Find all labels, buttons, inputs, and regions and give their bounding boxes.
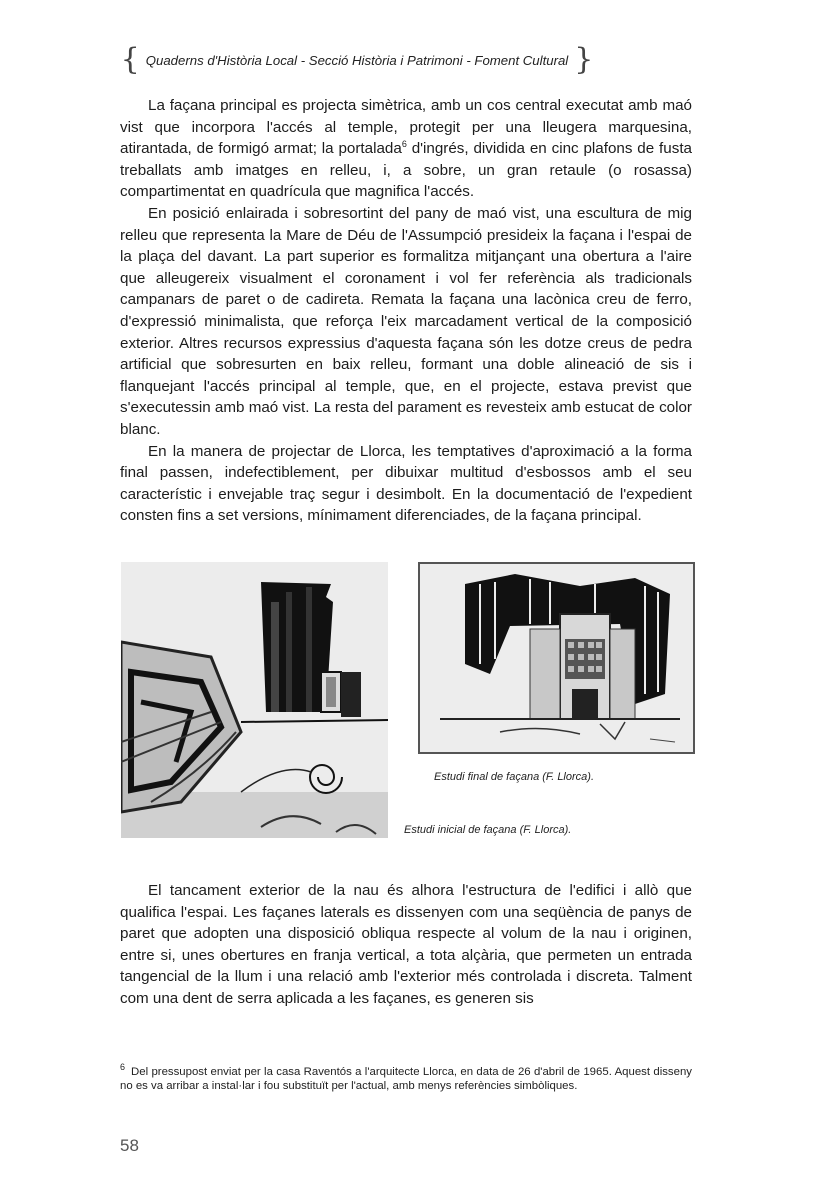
footnote-text: Del pressupost enviat per la casa Raventós a l'arquitecte Llorca, en data de 26 d'abril de 1965. Aquest disseny no es va arribar a instal·lar i fou substituït per l'actual, amb menys referències simbòliques. xyxy=(120,1065,692,1093)
footnote-ref[interactable]: 6 xyxy=(401,139,407,150)
footnote-mark: 6 xyxy=(120,1062,126,1072)
right-brace: } xyxy=(574,42,594,77)
paragraph-4: El tancament exterior de la nau és alhora l'estructura de l'edifici i allò que qualifica l'espai. Les façanes laterals es dissenyen com una seqüència de panys de paret que adopten una disposició obliqua respecte al volum de la nau i originen, entre si, unes obertures en franja vertical, a tota alçària, que permeten un entrada tangencial de la llum i una relació amb l'exterior més controlada i discreta. Talment com una dent de serra aplicada a les façanes, es generen sis xyxy=(120,882,692,1007)
page-number: 58 xyxy=(120,1136,139,1155)
header-title: Quaderns d'Història Local - Secció Història i Patrimoni - Foment Cultural xyxy=(145,52,569,68)
paragraph-1: La façana principal es projecta simètrica, amb un cos central executat amb maó vist que incorpora l'accés al temple, protegit per una lleugera marquesina, atirantada, de formigó armat; la portalada$^6$ d'ingrés, dividida en cinc plafons de fusta treballats amb imatges en relleu, i, a sobre, un gran retaule (o rosassa) compartimentat en quadrícula que magnifica l'accés. xyxy=(120,97,692,201)
figure-final-facade-drawing xyxy=(418,562,695,754)
drawing-final-facade xyxy=(420,564,693,752)
sketch-initial-facade xyxy=(121,562,388,838)
caption-final-facade: Estudi final de façana (F. Llorca). xyxy=(434,771,594,783)
footnote xyxy=(120,1060,692,1094)
caption-initial-facade: Estudi inicial de façana (F. Llorca). xyxy=(404,824,572,836)
left-brace: { xyxy=(120,42,140,77)
body-text-top xyxy=(120,95,692,527)
paragraph-2: En posició enlairada i sobresortint del pany de maó vist, una escultura de mig relleu que representa la Mare de Déu de l'Assumpció presideix la façana i l'espai de la plaça del davant. La part superior es formalitza mitjançant una obertura a l'aire que alleugereix visualment el coronament i vol fer referència als tradicionals campanars de paret o de cadireta. Remata la façana una lacònica creu de ferro, d'expressió minimalista, que reforça l'eix marcadament vertical de la composició exterior. Altres recursos expressius d'aquesta façana són les dotze creus de pedra artificial que sobresurten en baix relleu, formant una doble alineació de sis i flanquejant l'accés principal al temple, que, en el projecte, estava previst que s'executessin amb maó vist. La resta del parament es revesteix amb estucat de color blanc. xyxy=(120,204,692,438)
body-text-bottom xyxy=(120,880,692,1010)
paragraph-3: En la manera de projectar de Llorca, les temptatives d'aproximació a la forma final passen, indefectiblement, per dibuixar multitud d'esbossos amb el seu característic i envejable traç segur i desimbolt. En la documentació de l'expedient consten fins a set versions, mínimament diferenciades, de la façana principal. xyxy=(120,442,692,525)
running-header xyxy=(112,40,602,80)
figure-initial-facade-sketch xyxy=(121,562,388,838)
